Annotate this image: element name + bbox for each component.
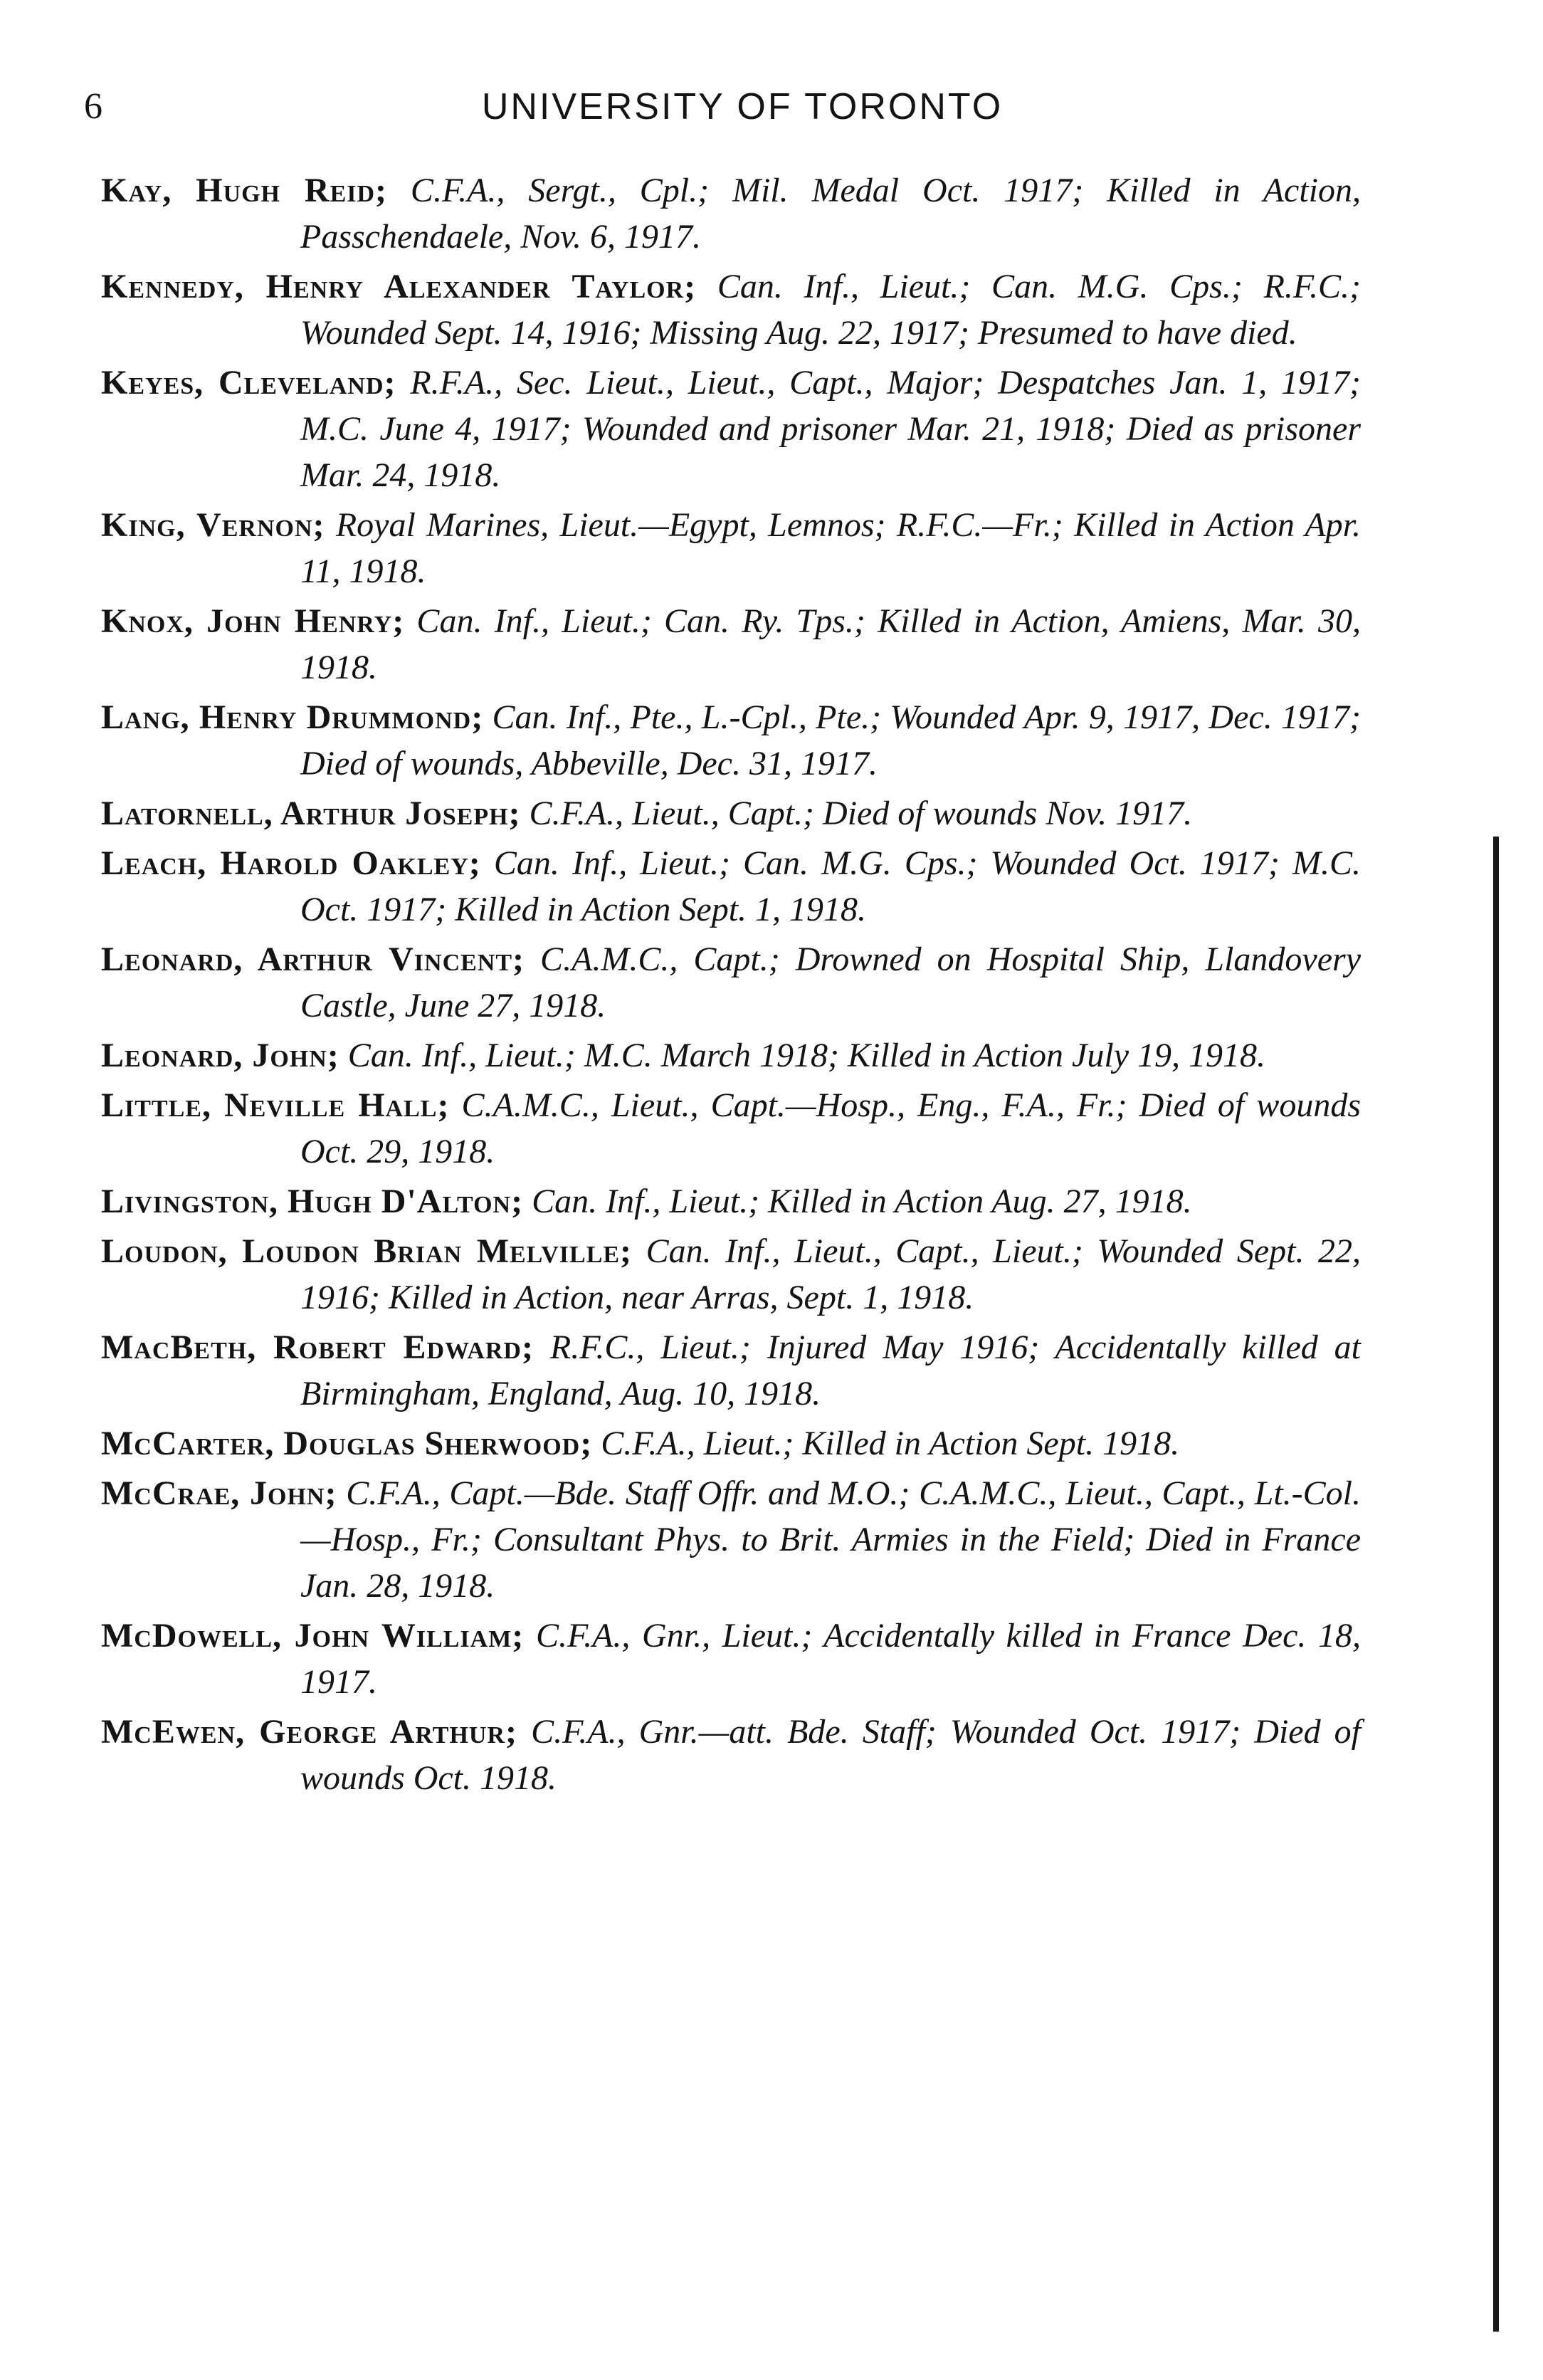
list-item	[101, 1420, 1361, 1467]
list-item	[101, 1228, 1361, 1321]
entry-details: Can. Inf., Lieut.; M.C. March 1918; Killed in Action July 19, 1918.	[347, 1037, 1265, 1074]
list-item	[101, 1178, 1361, 1225]
entry-details: R.F.C., Lieut.; Injured May 1916; Accidentally killed at Birmingham, England, Aug. 10, 1918.	[300, 1328, 1362, 1412]
entry-name: Little, Neville Hall;	[101, 1086, 450, 1124]
entry-details: Royal Marines, Lieut.—Egypt, Lemnos; R.F.C.—Fr.; Killed in Action Apr. 11, 1918.	[300, 506, 1362, 590]
entry-name: King, Vernon;	[101, 506, 325, 544]
entry-details: Can. Inf., Lieut.; Killed in Action Aug. 27, 1918.	[532, 1183, 1192, 1220]
entry-details: C.F.A., Lieut., Capt.; Died of wounds Nov. 1917.	[529, 795, 1193, 832]
entry-details: C.F.A., Sergt., Cpl.; Mil. Medal Oct. 1917; Killed in Action, Passchendaele, Nov. 6, 1917.	[300, 172, 1362, 256]
list-item	[101, 1709, 1361, 1801]
entry-details: Can. Inf., Lieut.; Can. M.G. Cps.; Wounded Oct. 1917; M.C. Oct. 1917; Killed in Action Sept. 1, 1918.	[300, 844, 1361, 928]
entry-name: Livingston, Hugh D'Alton;	[101, 1183, 524, 1220]
entry-name: Keyes, Cleveland;	[101, 364, 396, 402]
entry-name: Latornell, Arthur Joseph;	[101, 795, 521, 832]
entry-name: Kennedy, Henry Alexander Taylor;	[101, 268, 697, 305]
list-item	[101, 1032, 1361, 1079]
entry-name: Leonard, John;	[101, 1037, 339, 1074]
entry-name: MacBeth, Robert Edward;	[101, 1328, 534, 1366]
entry-name: Loudon, Loudon Brian Melville;	[101, 1232, 633, 1270]
entry-details: C.F.A., Capt.—Bde. Staff Offr. and M.O.; C.A.M.C., Lieut., Capt., Lt.-Col.—Hosp., Fr.; Consultant Phys. to Brit. Armies in the Field; Died in France Jan. 28, 1918.	[300, 1474, 1362, 1605]
entry-name: Kay, Hugh Reid;	[101, 172, 388, 209]
running-head: UNIVERSITY OF TORONTO	[481, 86, 1004, 127]
entry-details: Can. Inf., Lieut.; Can. Ry. Tps.; Killed in Action, Amiens, Mar. 30, 1918.	[300, 602, 1361, 686]
list-item	[101, 598, 1361, 691]
entry-name: Leonard, Arthur Vincent;	[101, 940, 525, 978]
list-item	[101, 167, 1361, 260]
entry-name: Knox, John Henry;	[101, 602, 405, 640]
page-number: 6	[84, 86, 102, 127]
entry-name: McCarter, Douglas Sherwood;	[101, 1425, 593, 1462]
entry-details: C.A.M.C., Capt.; Drowned on Hospital Ship, Llandovery Castle, June 27, 1918.	[300, 940, 1361, 1024]
list-item	[101, 1470, 1361, 1609]
list-item	[101, 360, 1361, 498]
entry-details: C.F.A., Lieut.; Killed in Action Sept. 1918.	[601, 1425, 1180, 1462]
entry-details: Can. Inf., Lieut.; Can. M.G. Cps.; R.F.C.; Wounded Sept. 14, 1916; Missing Aug. 22, 1917; Presumed to have died.	[300, 268, 1362, 352]
list-item	[101, 936, 1361, 1029]
margin-rule	[1493, 837, 1499, 2332]
entry-name: McDowell, John William;	[101, 1617, 525, 1655]
list-item	[101, 1613, 1361, 1705]
entry-details: C.F.A., Gnr.—att. Bde. Staff; Wounded Oct. 1917; Died of wounds Oct. 1918.	[300, 1713, 1362, 1797]
entry-details: R.F.A., Sec. Lieut., Lieut., Capt., Major; Despatches Jan. 1, 1917; M.C. June 4, 1917; Wounded and prisoner Mar. 21, 1918; Died as prisoner Mar. 24, 1918.	[300, 364, 1362, 494]
entry-name: Leach, Harold Oakley;	[101, 844, 481, 882]
page-header	[84, 78, 1401, 135]
entry-name: Lang, Henry Drummond;	[101, 698, 484, 736]
entry-details: C.F.A., Gnr., Lieut.; Accidentally killed in France Dec. 18, 1917.	[300, 1617, 1362, 1701]
entry-name: McEwen, George Arthur;	[101, 1713, 517, 1751]
entry-details: C.A.M.C., Lieut., Capt.—Hosp., Eng., F.A., Fr.; Died of wounds Oct. 29, 1918.	[300, 1086, 1361, 1170]
list-item	[101, 790, 1361, 837]
entry-details: Can. Inf., Pte., L.-Cpl., Pte.; Wounded Apr. 9, 1917, Dec. 1917; Died of wounds, Abbeville, Dec. 31, 1917.	[300, 698, 1362, 782]
list-item	[101, 1324, 1361, 1417]
entry-details: Can. Inf., Lieut., Capt., Lieut.; Wounded Sept. 22, 1916; Killed in Action, near Arras, Sept. 1, 1918.	[300, 1232, 1362, 1316]
list-item	[101, 840, 1361, 933]
entry-name: McCrae, John;	[101, 1474, 337, 1512]
list-item	[101, 694, 1361, 787]
list-item	[101, 263, 1361, 356]
list-item	[101, 1082, 1361, 1175]
roll-of-honour-list	[101, 167, 1361, 1805]
list-item	[101, 502, 1361, 594]
